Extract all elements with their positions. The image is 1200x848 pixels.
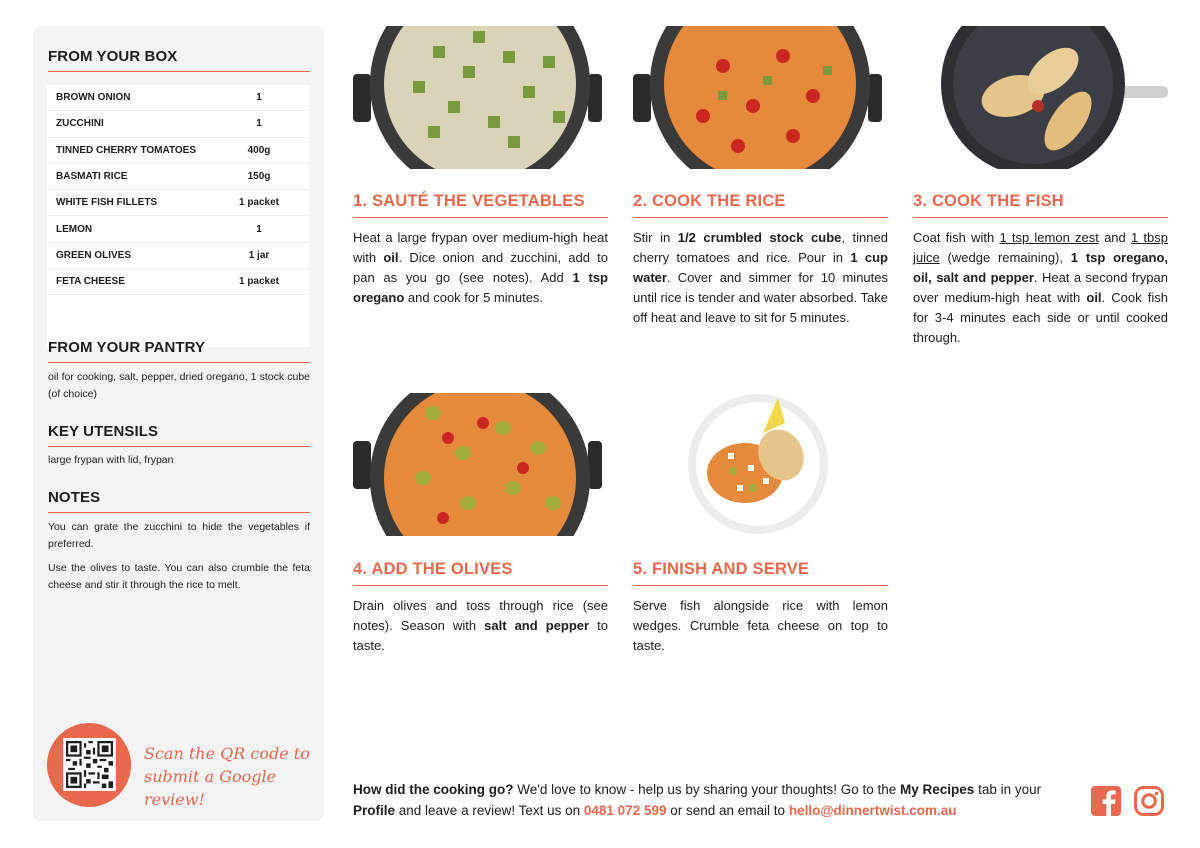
qr-caption xyxy=(144,742,314,811)
step-4-title: 4. ADD THE OLIVES xyxy=(353,560,608,586)
box-item-qty: 1 xyxy=(256,118,262,130)
step-1-body: Heat a large frypan over medium-high heat with oil. Dice onion and zucchini, add to pan as you go (see notes). Add 1 tsp oregano and cook for 5 minutes. xyxy=(353,230,609,305)
step-2-body: Stir in 1/2 crumbled stock cube, tinned cherry tomatoes and rice. Pour in 1 cup water. Cover and simmer for 10 minutes until rice is tender and water absorbed. Take off heat and leave to sit for 5 minutes. xyxy=(633,230,888,325)
step-5-image xyxy=(633,393,888,536)
box-item-qty: 1 packet xyxy=(238,276,280,288)
box-item-name: WHITE FISH FILLETS xyxy=(56,197,158,209)
box-item-qty: 1 packet xyxy=(238,197,280,209)
box-item-row xyxy=(47,243,309,269)
box-item-name: LEMON xyxy=(56,223,93,235)
box-item-name: BROWN ONION xyxy=(56,92,131,104)
box-item-qty: 400g xyxy=(247,144,271,156)
box-item-row xyxy=(47,190,309,216)
qr-caption-line-2: submit a Google review! xyxy=(144,767,277,809)
sidebar xyxy=(33,26,324,821)
box-item-row xyxy=(47,138,309,164)
notes-heading: NOTES xyxy=(48,489,310,513)
box-item-name: ZUCCHINI xyxy=(56,118,104,130)
step-3-body: Coat fish with 1 tsp lemon zest and 1 tbsp juice (wedge remaining), 1 tsp oregano, oil, salt and pepper. Heat a second frypan over medium-high heat with oil. Cook fish for 3-4 minutes each side or until cooked through. xyxy=(913,230,1169,345)
box-item-qty: 150g xyxy=(247,171,271,183)
box-item-name: BASMATI RICE xyxy=(56,171,128,183)
step-1-title: 1. SAUTÉ THE VEGETABLES xyxy=(353,192,608,218)
step-2-title: 2. COOK THE RICE xyxy=(633,192,888,218)
note-2: Use the olives to taste. You can also crumble the feta cheese and stir it through the rice to melt. xyxy=(48,562,310,591)
step-3-title: 3. COOK THE FISH xyxy=(913,192,1168,218)
box-item-row xyxy=(47,216,309,242)
box-item-row xyxy=(47,85,309,111)
step-2-image xyxy=(633,26,888,169)
box-item-row xyxy=(47,269,309,295)
utensils-text: large frypan with lid, frypan xyxy=(48,454,174,466)
box-item-name: TINNED CHERRY TOMATOES xyxy=(56,144,197,156)
box-heading: FROM YOUR BOX xyxy=(48,48,310,72)
qr-code[interactable] xyxy=(63,738,116,791)
step-1-image xyxy=(353,26,608,169)
box-item-name: GREEN OLIVES xyxy=(56,249,132,261)
instagram-icon[interactable] xyxy=(1133,785,1165,817)
pantry-heading: FROM YOUR PANTRY xyxy=(48,339,310,363)
box-item-row xyxy=(47,111,309,137)
box-item-qty: 1 xyxy=(256,223,262,235)
note-1: You can grate the zucchini to hide the vegetables if preferred. xyxy=(48,521,310,550)
pantry-text: oil for cooking, salt, pepper, dried oregano, 1 stock cube (of choice) xyxy=(48,371,310,400)
qr-code-badge[interactable] xyxy=(47,723,131,807)
step-3-image xyxy=(913,26,1168,169)
step-4-image xyxy=(353,393,608,536)
box-item-row xyxy=(47,164,309,190)
box-ingredients-table xyxy=(47,85,309,347)
box-item-qty: 1 jar xyxy=(248,249,270,261)
box-item-qty: 1 xyxy=(256,92,262,104)
qr-code-icon xyxy=(66,741,113,788)
utensils-heading: KEY UTENSILS xyxy=(48,423,310,447)
facebook-icon[interactable] xyxy=(1090,785,1122,817)
qr-caption-line-1: Scan the QR code to xyxy=(144,744,310,763)
review-prompt: How did the cooking go? We'd love to know - help us by sharing your thoughts! Go to the My Recipes tab in your Profile and leave a review! Text us on 0481 072 599 or send an email to hello@dinnertwist.com.au xyxy=(353,782,1042,818)
step-4-body: Drain olives and toss through rice (see notes). Season with salt and pepper to taste. xyxy=(353,598,608,653)
step-5-body: Serve fish alongside rice with lemon wedges. Crumble feta cheese on top to taste. xyxy=(633,598,888,653)
step-5-title: 5. FINISH AND SERVE xyxy=(633,560,888,586)
box-item-name: FETA CHEESE xyxy=(56,276,125,288)
